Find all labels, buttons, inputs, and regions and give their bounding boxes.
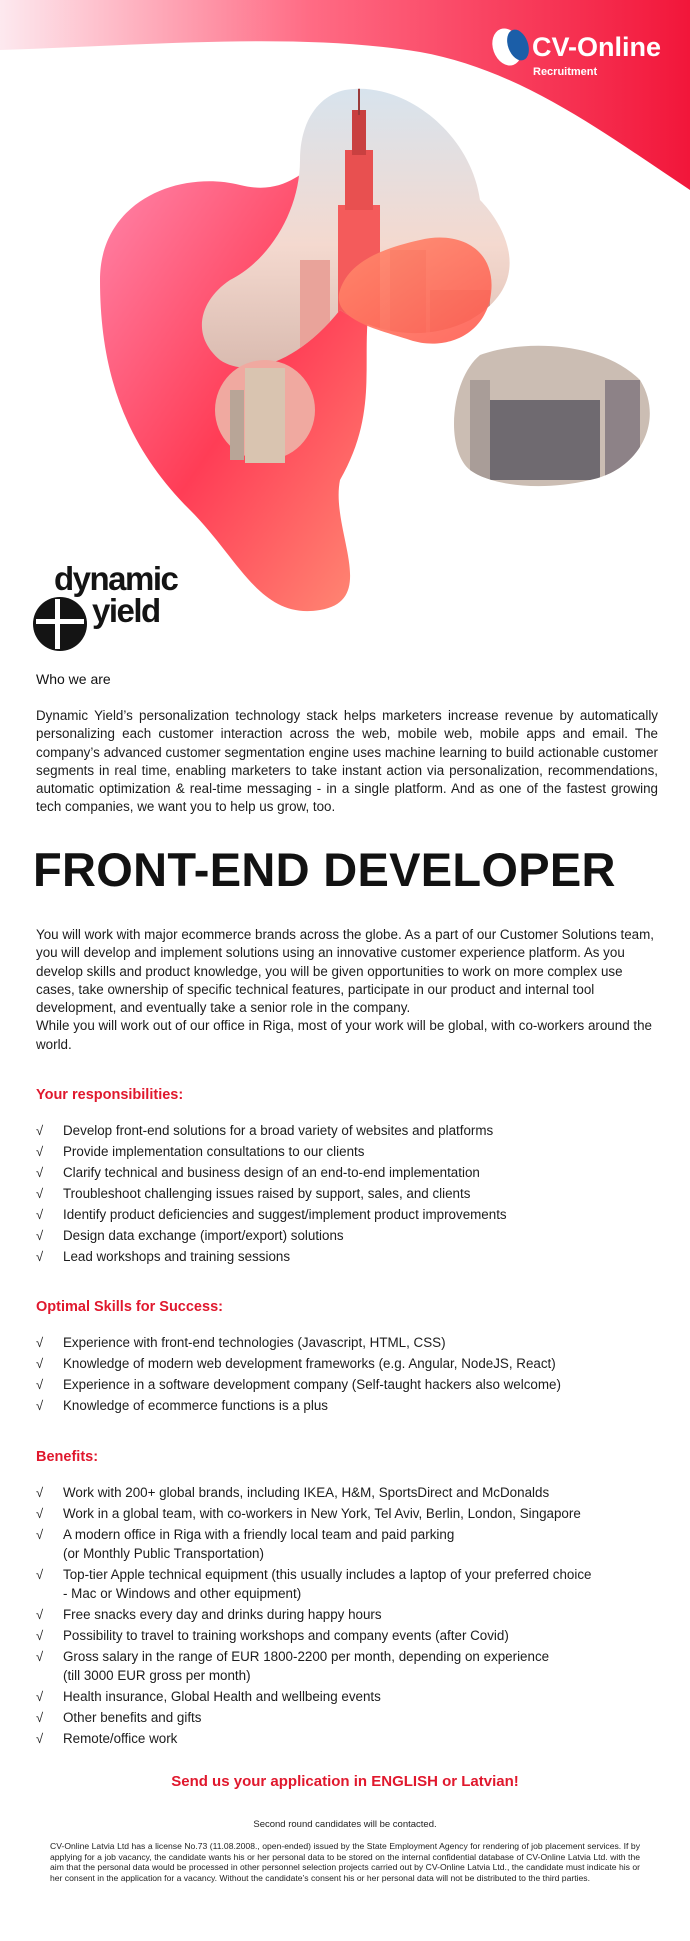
check-icon: √ <box>36 1731 44 1746</box>
who-we-are-title: Who we are <box>36 671 111 687</box>
job-title: FRONT-END DEVELOPER <box>33 843 616 896</box>
check-icon: √ <box>36 1356 44 1371</box>
list-item: √ Troubleshoot challenging issues raised by support, sales, and clients <box>36 1183 658 1204</box>
application-cta: Send us your application in ENGLISH or Latvian! <box>171 1773 519 1790</box>
list-item: √ Top-tier Apple technical equipment (this usually includes a laptop of your preferred choice - Mac or Windows and other equipment) <box>36 1564 658 1604</box>
check-icon: √ <box>36 1628 44 1643</box>
list-item: √ Clarify technical and business design of an end-to-end implementation <box>36 1162 658 1183</box>
list-item: √ Health insurance, Global Health and wellbeing events <box>36 1686 658 1707</box>
who-we-are-text: Dynamic Yield’s personalization technology stack helps marketers increase revenue by automatically personalizing each customer interaction across the web, mobile web, mobile apps and email. The company’s advanced customer segmentation engine uses machine learning to build actionable customer segments in real time, enabling marketers to take instant action via personalization, recommendations, automatic optimization & real-time messaging - in a single platform. And as one of the fastest growing tech companies, we want you to help us grow, too. <box>36 708 658 815</box>
list-item: √ Free snacks every day and drinks during happy hours <box>36 1604 658 1625</box>
list-item: √ Work with 200+ global brands, including IKEA, H&M, SportsDirect and McDonalds <box>36 1482 658 1503</box>
list-item: √ Possibility to travel to training workshops and company events (after Covid) <box>36 1625 658 1646</box>
responsibilities-list <box>36 1120 658 1267</box>
list-item: √ Knowledge of ecommerce functions is a plus <box>36 1395 658 1416</box>
legal-notice: CV-Online Latvia Ltd has a license No.73 (11.08.2008., open-ended) issued by the State Employment Agency for rendering of job placement services. If by applying for a job vacancy, the candidate wants his or her personal data to be stored on the internal confidential database of CV-Online Latvia Ltd. with the aim that the personal data would be processed in other personnel selection projects carried out by CV-Online Latvia Ltd., the candidate must indicate his or her consent in the application for a vacancy. Without the candidate’s consent his or her personal data will not be distributed to the third parties. <box>50 1841 640 1883</box>
job-intro <box>36 926 658 1054</box>
benefits-list <box>36 1482 658 1749</box>
check-icon: √ <box>36 1228 44 1243</box>
benefits-title: Benefits: <box>36 1449 99 1465</box>
list-item: √ Identify product deficiencies and suggest/implement product improvements <box>36 1204 658 1225</box>
dynamic-yield-logo <box>54 560 178 629</box>
list-item: √ Experience in a software development company (Self-taught hackers also welcome) <box>36 1374 658 1395</box>
check-icon: √ <box>36 1186 44 1201</box>
check-icon: √ <box>36 1165 44 1180</box>
dynamic-yield-logo-line1: dynamic <box>54 560 178 597</box>
list-item: √ Develop front-end solutions for a broad variety of websites and platforms <box>36 1120 658 1141</box>
responsibilities-title: Your responsibilities: <box>36 1087 184 1103</box>
check-icon: √ <box>36 1710 44 1725</box>
check-icon: √ <box>36 1689 44 1704</box>
check-icon: √ <box>36 1207 44 1222</box>
cv-online-brand-name: CV-Online <box>532 32 662 62</box>
list-item: √ A modern office in Riga with a friendly local team and paid parking (or Monthly Public Transportation) <box>36 1524 658 1564</box>
check-icon: √ <box>36 1649 44 1664</box>
check-icon: √ <box>36 1144 44 1159</box>
check-icon: √ <box>36 1377 44 1392</box>
list-item: √ Work in a global team, with co-workers in New York, Tel Aviv, Berlin, London, Singapore <box>36 1503 658 1524</box>
second-round-note: Second round candidates will be contacted. <box>253 1819 437 1830</box>
check-icon: √ <box>36 1567 44 1582</box>
skills-title: Optimal Skills for Success: <box>36 1299 223 1315</box>
check-icon: √ <box>36 1249 44 1264</box>
cv-online-brand-sub: Recruitment <box>533 66 598 78</box>
list-item: √ Provide implementation consultations to our clients <box>36 1141 658 1162</box>
check-icon: √ <box>36 1335 44 1350</box>
skills-list <box>36 1332 658 1416</box>
list-item: √ Gross salary in the range of EUR 1800-2200 per month, depending on experience (till 3000 EUR gross per month) <box>36 1646 658 1686</box>
list-item: √ Other benefits and gifts <box>36 1707 658 1728</box>
list-item: √ Design data exchange (import/export) solutions <box>36 1225 658 1246</box>
job-intro-paragraph: While you will work out of our office in Riga, most of your work will be global, with co-workers around the world. <box>36 1018 652 1052</box>
list-item: √ Lead workshops and training sessions <box>36 1246 658 1267</box>
check-icon: √ <box>36 1398 44 1413</box>
check-icon: √ <box>36 1607 44 1622</box>
list-item: √ Knowledge of modern web development frameworks (e.g. Angular, NodeJS, React) <box>36 1353 658 1374</box>
check-icon: √ <box>36 1527 44 1542</box>
dynamic-yield-logo-line2: yield <box>92 592 160 629</box>
check-icon: √ <box>36 1485 44 1500</box>
check-icon: √ <box>36 1506 44 1521</box>
job-intro-paragraph: You will work with major ecommerce brands across the globe. As a part of our Customer Solutions team, you will develop and implement solutions using an innovative customer experience platform. As you develop skills and product knowledge, you will be given opportunities to work on more complex use cases, take ownership of specific technical features, participate in our product and internal tool development, and eventually take a senior role in the company. <box>36 927 654 1016</box>
list-item: √ Remote/office work <box>36 1728 658 1749</box>
check-icon: √ <box>36 1123 44 1138</box>
list-item: √ Experience with front-end technologies (Javascript, HTML, CSS) <box>36 1332 658 1353</box>
